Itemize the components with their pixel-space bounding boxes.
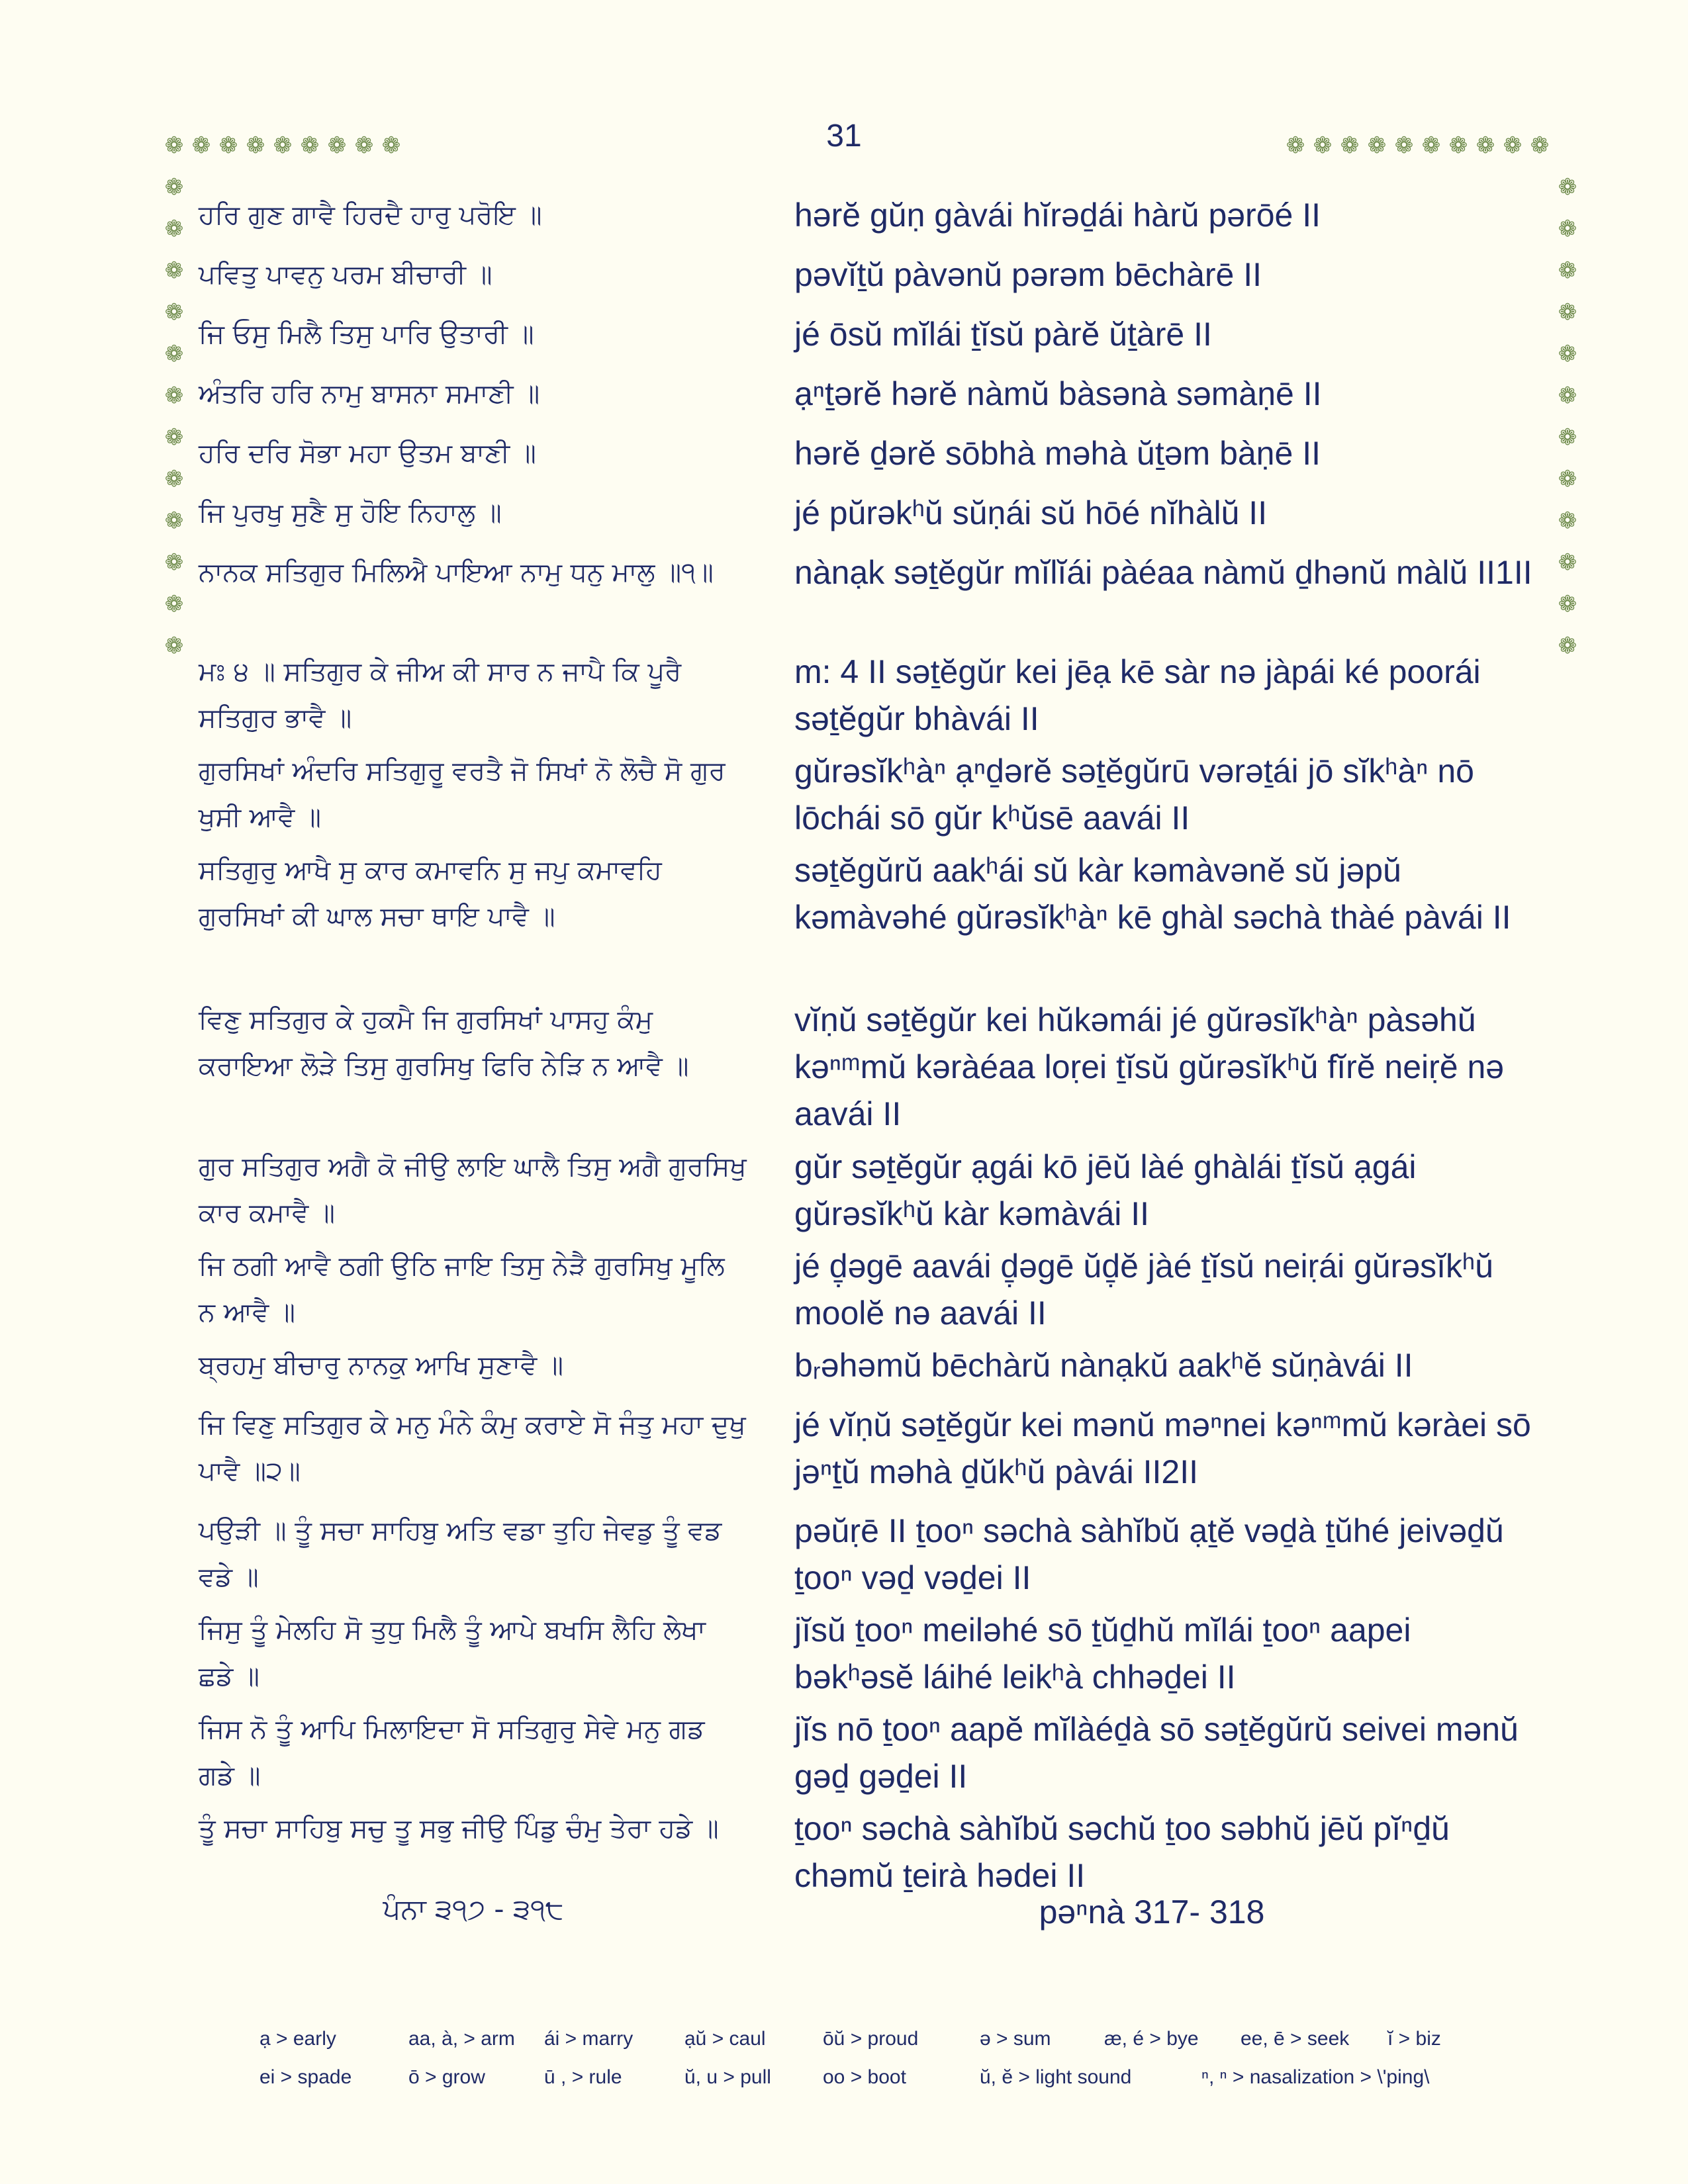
pronunciation-legend: [0, 2028, 1688, 2105]
page-number: 31: [826, 118, 862, 154]
flower-ornament-icon: ❁: [164, 216, 184, 242]
flower-ornament-icon: ❁: [1476, 132, 1495, 159]
gurmukhi-line: ਜਿ ਠਗੀ ਆਵੈ ਠਗੀ ਉਠਿ ਜਾਇ ਤਿਸੁ ਨੇੜੈ ਗੁਰਸਿਖੁ ਮੂਲਿ ਨ ਆਵੈ ॥: [199, 1251, 725, 1328]
flower-ornament-icon: ❁: [1340, 132, 1360, 159]
gurmukhi-line: ਪਉੜੀ ॥ ਤੂੰ ਸਚਾ ਸਾਹਿਬੁ ਅਤਿ ਵਡਾ ਤੁਹਿ ਜੇਵਡੁ ਤੂੰ ਵਡ ਵਡੇ ॥: [199, 1516, 722, 1592]
verse-row: [199, 430, 1536, 490]
verse-row: [199, 748, 1536, 847]
flower-ornament-icon: ❁: [1394, 132, 1414, 159]
transliteration-line: jĭsŭ ṯooⁿ meilǝhé sō ṯŭḏhŭ mĭlái ṯooⁿ aapei bəkʰəsĕ láihé leikʰà chhəḏei II: [794, 1612, 1411, 1696]
gurmukhi-line: ਹਰਿ ਗੁਣ ਗਾਵੈ ਹਿਰਦੈ ਹਾਰੁ ਪਰੋਇ ॥: [199, 200, 542, 230]
legend-item: ĭ > biz: [1387, 2028, 1441, 2050]
gurmukhi-line: ਨਾਨਕ ਸਤਿਗੁਰ ਮਿਲਿਐ ਪਾਇਆ ਨਾਮੁ ਧਨੁ ਮਾਲੁ ॥੧॥: [199, 557, 714, 588]
page-reference-gurmukhi: ਪੰਨਾ ੩੧੭ - ੩੧੮: [383, 1893, 564, 1925]
flower-ornament-icon: ❁: [300, 132, 320, 159]
transliteration-line: səṯĕgŭrŭ aakʰái sŭ kàr kəmàvənĕ sŭ jəpŭ kəmàvəhé gŭrəsĭkʰàⁿ kē ghàl səchà thàé pàvái II: [794, 852, 1511, 936]
flower-ornament-icon: ❁: [1558, 257, 1577, 284]
flower-ornament-icon: ❁: [1503, 132, 1523, 159]
transliteration-line: jé vĭṇŭ səṯĕgŭr kei mənŭ məⁿnei kəⁿᵐmŭ kəràei sō jəⁿṯŭ məhà ḏŭkʰŭ pàvái II2II: [794, 1406, 1531, 1490]
verse-row: [199, 311, 1536, 371]
verse-row: [199, 649, 1536, 748]
transliteration-line: pəŭṛē II ṯooⁿ səchà sàhĭbŭ ạṯĕ vəḏà ṯŭhé jeivəḏŭ ṯooⁿ vəḏ vəḏei II: [794, 1512, 1504, 1596]
gurmukhi-line: ਜਿ ਓਸੁ ਮਿਲੈ ਤਿਸੁ ਪਾਰਿ ਉਤਾਰੀ ॥: [199, 319, 534, 349]
verse-row: [199, 847, 1536, 997]
legend-item: ū , > rule: [544, 2066, 622, 2088]
verse-row: [199, 1508, 1536, 1607]
flower-ornament-icon: ❁: [164, 383, 184, 409]
legend-item: ōŭ > proud: [823, 2028, 919, 2050]
transliteration-line: jĭs nō ṯooⁿ aapĕ mĭlàéḏà sō səṯĕgŭrŭ seivei mənŭ gəḏ gəḏei II: [794, 1711, 1519, 1795]
gurmukhi-line: ਪਵਿਤੁ ਪਾਵਨੁ ਪਰਮ ਬੀਚਾਰੀ ॥: [199, 259, 492, 290]
flower-ornament-icon: ❁: [354, 132, 374, 159]
flower-ornament-icon: ❁: [164, 174, 184, 201]
flower-ornament-icon: ❁: [164, 132, 184, 159]
flower-ornament-icon: ❁: [1558, 591, 1577, 617]
legend-item: ei > spade: [259, 2066, 352, 2088]
flower-ornament-icon: ❁: [164, 299, 184, 326]
legend-item: ŭ, ĕ > light sound: [980, 2066, 1132, 2088]
flower-ornament-icon: ❁: [1448, 132, 1468, 159]
legend-item: oo > boot: [823, 2066, 906, 2088]
gurmukhi-line: ਜਿ ਵਿਣੁ ਸਤਿਗੁਰ ਕੇ ਮਨੁ ਮੰਨੇ ਕੰਮੁ ਕਰਾਏ ਸੋ ਜੰਤੁ ਮਹਾ ਦੁਖੁ ਪਾਵੈ ॥੨॥: [199, 1410, 746, 1486]
flower-ornament-icon: ❁: [164, 341, 184, 367]
verse-row: [199, 1607, 1536, 1706]
flower-ornament-icon: ❁: [164, 424, 184, 451]
legend-item: ŭ, u > pull: [684, 2066, 771, 2088]
flower-ornament-icon: ❁: [164, 591, 184, 617]
verse-row: [199, 1342, 1536, 1402]
flower-ornament-icon: ❁: [1367, 132, 1387, 159]
flower-ornament-icon: ❁: [381, 132, 401, 159]
transliteration-line: gŭrəsĭkʰàⁿ ạⁿḏərĕ səṯĕgŭrū vərəṯái jō sĭkʰàⁿ nō lōchái sō gŭr kʰŭsē aavái II: [794, 752, 1474, 837]
flower-ornament-icon: ❁: [1558, 216, 1577, 242]
gurmukhi-line: ਤੂੰ ਸਚਾ ਸਾਹਿਬੁ ਸਚੁ ਤੂ ਸਭੁ ਜੀਉ ਪਿੰਡੁ ਚੰਮੁ ਤੇਰਾ ਹਡੇ ॥: [199, 1813, 719, 1844]
verse-row: [199, 549, 1536, 649]
flower-ornament-icon: ❁: [1313, 132, 1333, 159]
transliteration-line: hərĕ gŭṇ gàvái hĭrəḏái hàrŭ pərōé II: [794, 197, 1321, 234]
flower-ornament-icon: ❁: [164, 549, 184, 576]
verse-row: [199, 997, 1536, 1144]
verse-row: [199, 490, 1536, 549]
flower-ornament-icon: ❁: [1530, 132, 1550, 159]
page-reference-transliteration: pəⁿnà 317- 318: [1039, 1893, 1265, 1931]
flower-ornament-icon: ❁: [1558, 633, 1577, 659]
gurmukhi-line: ਗੁਰ ਸਤਿਗੁਰ ਅਗੈ ਕੋ ਜੀਉ ਲਾਇ ਘਾਲੈ ਤਿਸੁ ਅਗੈ ਗੁਰਸਿਖੁ ਕਾਰ ਕਮਾਵੈ ॥: [199, 1152, 747, 1228]
transliteration-line: hərĕ ḏərĕ sōbhà məhà ŭṯəm bàṇē II: [794, 435, 1321, 472]
transliteration-line: nànạk səṯĕgŭr mĭlĭái pàéaa nàmŭ ḏhənŭ màlŭ II1II: [794, 554, 1532, 591]
legend-item: ee, ē > seek: [1241, 2028, 1350, 2050]
transliteration-line: bᵣəhəmŭ bēchàrŭ nànạkŭ aakʰĕ sŭṇàvái II: [794, 1347, 1413, 1384]
flower-ornament-icon: ❁: [1558, 466, 1577, 492]
flower-ornament-icon: ❁: [327, 132, 347, 159]
gurmukhi-line: ਜਿ ਪੁਰਖੁ ਸੁਣੈ ਸੁ ਹੋਇ ਨਿਹਾਲੁ ॥: [199, 498, 502, 528]
verse-row: [199, 1402, 1536, 1508]
gurmukhi-line: ਜਿਸੁ ਤੂੰ ਮੇਲਹਿ ਸੋ ਤੁਧੁ ਮਿਲੈ ਤੂੰ ਆਪੇ ਬਖਸਿ ਲੈਹਿ ਲੇਖਾ ਛਡੇ ॥: [199, 1615, 706, 1692]
legend-row: [0, 2028, 1688, 2066]
transliteration-line: jé ḏ̣əgē aavái ḏ̣əgē ŭḏ̣ĕ jàé ṯĭsŭ neiṛái gŭrəsĭkʰŭ moolĕ nə aavái II: [794, 1248, 1494, 1332]
transliteration-line: m: 4 II səṯĕgŭr kei jēạ kē sàr nə jàpái ké poorái səṯĕgŭr bhàvái II: [794, 653, 1481, 737]
verse-row: [199, 192, 1536, 251]
flower-ornament-icon: ❁: [164, 633, 184, 659]
flower-ornament-icon: ❁: [246, 132, 265, 159]
gurmukhi-line: ਵਿਣੁ ਸਤਿਗੁਰ ਕੇ ਹੁਕਮੈ ਜਿ ਗੁਰਸਿਖਾਂ ਪਾਸਹੁ ਕੰਮੁ ਕਰਾਇਆ ਲੋੜੇ ਤਿਸੁ ਗੁਰਸਿਖੁ ਫਿਰਿ ਨੇੜਿ ਨ ਆਵੈ ॥: [199, 1005, 689, 1081]
verse-row: [199, 1144, 1536, 1243]
flower-ornament-icon: ❁: [164, 466, 184, 492]
flower-ornament-icon: ❁: [1558, 424, 1577, 451]
transliteration-line: gŭr səṯĕgŭr ạgái kō jēŭ làé ghàlái ṯĭsŭ ạgái gŭrəsĭkʰŭ kàr kəmàvái II: [794, 1148, 1417, 1232]
flower-ornament-icon: ❁: [1558, 299, 1577, 326]
transliteration-line: jé ōsŭ mĭlái ṯĭsŭ pàrĕ ŭṯàrē II: [794, 316, 1212, 353]
transliteration-line: ạⁿṯərĕ hərĕ nàmŭ bàsənà səmàṇē II: [794, 375, 1322, 412]
flower-ornament-icon: ❁: [1558, 341, 1577, 367]
transliteration-line: ṯooⁿ səchà sàhĭbŭ səchŭ ṯoo səbhŭ jēŭ pĭⁿḏŭ chəmŭ ṯeirà hədei II: [794, 1810, 1450, 1894]
flower-ornament-icon: ❁: [191, 132, 211, 159]
gurmukhi-line: ਬ੍ਰਹਮੁ ਬੀਚਾਰੁ ਨਾਨਕੁ ਆਖਿ ਸੁਣਾਵੈ ॥: [199, 1350, 564, 1381]
verse-row: [199, 371, 1536, 430]
transliteration-line: vĭṇŭ səṯĕgŭr kei hŭkəmái jé gŭrəsĭkʰàⁿ pàsəhŭ kəⁿᵐmŭ kəràéaa loṛei ṯĭsŭ gŭrəsĭkʰŭ fĭrĕ neiṛĕ nə aavái II: [794, 1001, 1505, 1132]
legend-item: æ, é > bye: [1104, 2028, 1199, 2050]
legend-item: aa, à, > arm: [408, 2028, 515, 2050]
flower-ornament-icon: ❁: [164, 257, 184, 284]
flower-ornament-icon: ❁: [164, 508, 184, 534]
verse-row: [199, 251, 1536, 311]
gurmukhi-line: ਅੰਤਰਿ ਹਰਿ ਨਾਮੁ ਬਾਸਨਾ ਸਮਾਣੀ ॥: [199, 379, 540, 409]
transliteration-line: pəvĭṯŭ pàvənŭ pərəm bēchàrē II: [794, 256, 1262, 293]
legend-item: ə > sum: [980, 2028, 1051, 2050]
flower-ornament-icon: ❁: [1421, 132, 1441, 159]
legend-row: [0, 2066, 1688, 2105]
flower-ornament-icon: ❁: [1558, 549, 1577, 576]
flower-ornament-icon: ❁: [1558, 174, 1577, 201]
gurmukhi-line: ਸਤਿਗੁਰੁ ਆਖੈ ਸੁ ਕਾਰ ਕਮਾਵਨਿ ਸੁ ਜਪੁ ਕਮਾਵਹਿ ਗੁਰਸਿਖਾਂ ਕੀ ਘਾਲ ਸਚਾ ਥਾਇ ਪਾਵੈ ॥: [199, 855, 662, 932]
gurmukhi-line: ਗੁਰਸਿਖਾਂ ਅੰਦਰਿ ਸਤਿਗੁਰੂ ਵਰਤੈ ਜੋ ਸਿਖਾਂ ਨੋ ਲੋਚੈ ਸੋ ਗੁਰ ਖੁਸੀ ਆਵੈ ॥: [199, 756, 726, 833]
legend-item: ạ > early: [259, 2028, 336, 2050]
verse-row: [199, 1243, 1536, 1342]
flower-ornament-icon: ❁: [273, 132, 293, 159]
legend-item: ạŭ > caul: [684, 2028, 766, 2050]
gurmukhi-line: ਹਰਿ ਦਰਿ ਸੋਭਾ ਮਹਾ ਉਤਮ ਬਾਣੀ ॥: [199, 438, 536, 469]
verse-row: [199, 1805, 1536, 1905]
legend-item: ái > marry: [544, 2028, 633, 2050]
legend-item: ⁿ, ⁿ > nasalization > \'ping\: [1201, 2066, 1430, 2088]
flower-ornament-icon: ❁: [1558, 383, 1577, 409]
gurmukhi-line: ਮਃ ੪ ॥ ਸਤਿਗੁਰ ਕੇ ਜੀਅ ਕੀ ਸਾਰ ਨ ਜਾਪੈ ਕਿ ਪੂਰੈ ਸਤਿਗੁਰ ਭਾਵੈ ॥: [199, 657, 682, 733]
gurmukhi-line: ਜਿਸ ਨੋ ਤੂੰ ਆਪਿ ਮਿਲਾਇਦਾ ਸੋ ਸਤਿਗੁਰੁ ਸੇਵੇ ਮਨੁ ਗਡ ਗਡੇ ॥: [199, 1714, 705, 1791]
legend-item: ō > grow: [408, 2066, 485, 2088]
transliteration-line: jé pŭrəkʰŭ sŭṇái sŭ hōé nĭhàlŭ II: [794, 494, 1268, 531]
flower-ornament-icon: ❁: [1286, 132, 1305, 159]
flower-ornament-icon: ❁: [1558, 508, 1577, 534]
verse-table: [199, 192, 1536, 1905]
flower-ornament-icon: ❁: [218, 132, 238, 159]
verse-row: [199, 1706, 1536, 1805]
